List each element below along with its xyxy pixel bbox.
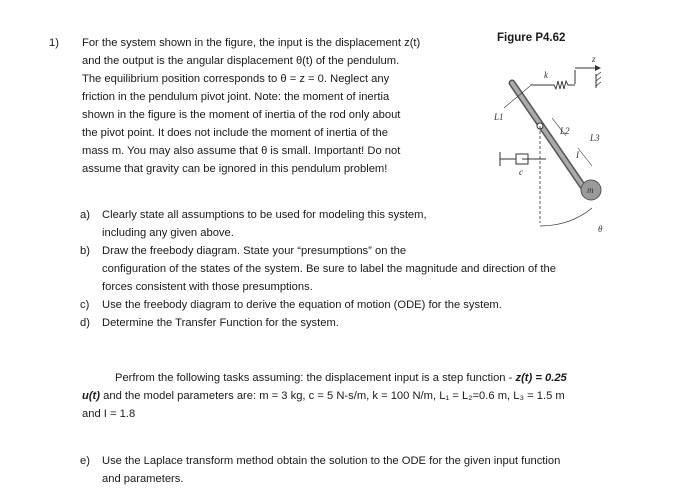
z-arrowhead xyxy=(595,65,601,71)
task-label: e) xyxy=(80,455,90,467)
label-L3: L3 xyxy=(590,133,600,143)
params-line-2: u(t) and the model parameters are: m = 3 kg, c = 5 N-s/m, k = 100 N/m, L₁ = L₂=0.6 m, L₃ = 1.5 m xyxy=(82,390,565,402)
intro-line: assume that gravity can be ignored in this pendulum problem! xyxy=(82,163,388,175)
task-line: Use the Laplace transform method obtain the solution to the ODE for the given input function xyxy=(102,455,561,467)
intro-line: For the system shown in the figure, the input is the displacement z(t) xyxy=(82,37,421,49)
intro-line: mass m. You may also assume that θ is small. Important! Do not xyxy=(82,145,401,157)
task-line: Clearly state all assumptions to be used for modeling this system, xyxy=(102,209,427,221)
task-label: a) xyxy=(80,209,90,221)
task-line: Draw the freebody diagram. State your “presumptions” on the xyxy=(102,245,407,257)
task-item xyxy=(80,296,650,314)
spring-k xyxy=(530,81,575,89)
task-line: Use the freebody diagram to derive the equation of motion (ODE) for the system. xyxy=(102,299,502,311)
task-item xyxy=(80,242,650,296)
label-L2: L2 xyxy=(560,126,570,136)
problem-intro xyxy=(82,34,457,178)
intro-line: and the output is the angular displacement θ(t) of the pendulum. xyxy=(82,55,400,67)
task-line: including any given above. xyxy=(102,227,234,239)
step-function: u(t) xyxy=(82,390,101,402)
task-item xyxy=(80,452,650,488)
task-label: c) xyxy=(80,299,90,311)
parameters-block xyxy=(82,369,567,423)
task-label: d) xyxy=(80,317,90,329)
intro-line: The equilibrium position corresponds to θ = z = 0. Neglect any xyxy=(82,73,390,85)
task-item xyxy=(80,206,650,242)
label-I: I xyxy=(576,150,579,160)
params-line-1: Perfrom the following tasks assuming: the displacement input is a step function - z(t) = 0.25 xyxy=(115,372,567,384)
label-L1: L1 xyxy=(494,112,504,122)
label-c: c xyxy=(519,167,523,177)
task-line: configuration of the states of the system. Be sure to label the magnitude and direction of the xyxy=(102,263,556,275)
label-z: z xyxy=(592,54,596,64)
intro-line: friction in the pendulum pivot joint. Note: the moment of inertia xyxy=(82,91,390,103)
task-label: b) xyxy=(80,245,90,257)
task-line: and parameters. xyxy=(102,473,184,485)
task-line: Determine the Transfer Function for the system. xyxy=(102,317,339,329)
intro-line: the pivot point. It does not include the moment of inertia of the xyxy=(82,127,388,139)
problem-number: 1) xyxy=(49,37,59,49)
task-list-e xyxy=(80,452,650,488)
label-m: m xyxy=(587,185,594,195)
label-theta: θ xyxy=(598,224,603,234)
task-list-a-d xyxy=(80,206,650,332)
input-equation: z(t) = 0.25 xyxy=(515,372,567,384)
params-line-3: and I = 1.8 xyxy=(82,408,136,420)
task-item xyxy=(80,314,650,332)
label-k: k xyxy=(544,70,548,80)
task-line: forces consistent with those presumptions. xyxy=(102,281,313,293)
intro-line: shown in the figure is the moment of inertia of the rod only about xyxy=(82,109,401,121)
figure-title: Figure P4.62 xyxy=(497,32,566,44)
